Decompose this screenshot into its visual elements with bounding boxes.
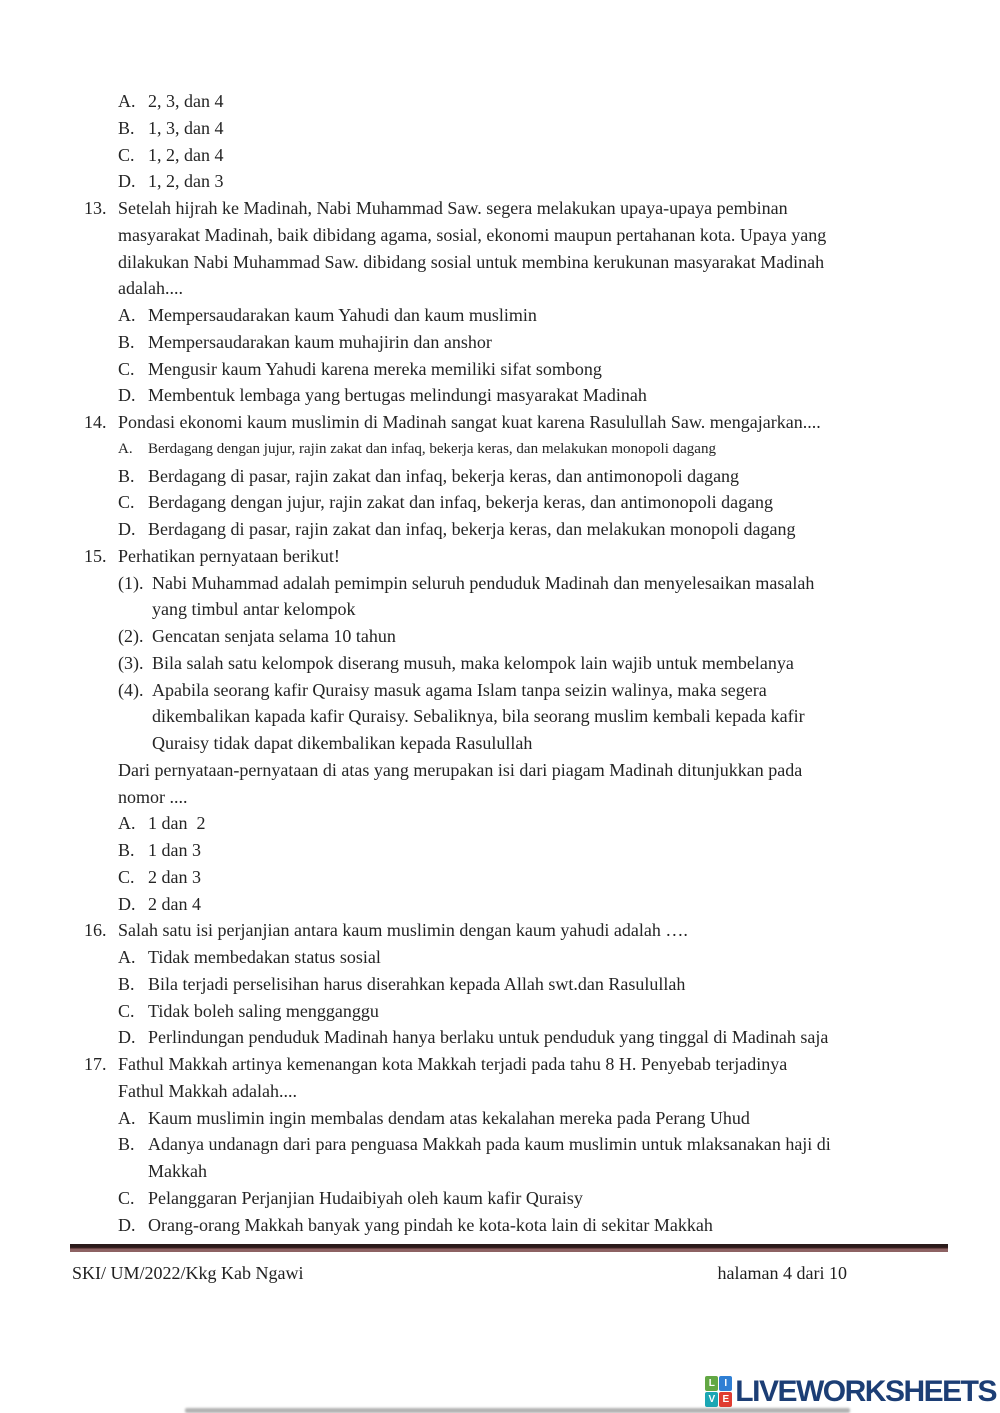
question-stem [84, 195, 980, 222]
answer-option [84, 1131, 980, 1158]
question-text-line [84, 249, 980, 276]
brand-icon-tile: E [719, 1392, 732, 1407]
option-text: Kaum muslimin ingin membalas dendam atas kekalahan mereka pada Perang Uhud [148, 1107, 750, 1128]
answer-option [84, 1212, 980, 1239]
question-text: adalah.... [118, 278, 183, 299]
answer-option [84, 168, 980, 195]
statement-number: (3). [118, 652, 144, 673]
question-stem [84, 917, 980, 944]
option-letter: A. [118, 947, 136, 967]
statement-text: Bila salah satu kelompok diserang musuh, maka kelompok lain wajib untuk membelanya [152, 652, 794, 673]
question-stem [84, 1051, 980, 1078]
answer-option [84, 329, 980, 356]
footer-page-number: halaman 4 dari 10 [717, 1263, 847, 1283]
option-text: Mempersaudarakan kaum muhajirin dan anshor [148, 331, 492, 352]
option-letter: A. [118, 91, 136, 111]
option-letter: B. [118, 465, 135, 486]
answer-option [84, 382, 980, 409]
option-letter: C. [118, 1000, 135, 1021]
option-text: 1 dan 3 [148, 840, 201, 860]
answer-option [84, 1024, 980, 1051]
option-text: Tidak boleh saling mengganggu [148, 1000, 379, 1021]
content [84, 88, 980, 1238]
option-text: 2 dan 4 [148, 893, 201, 914]
question [84, 1051, 980, 1238]
option-letter: B. [118, 117, 135, 138]
answer-option [84, 837, 980, 864]
footer-document-code: SKI/ UM/2022/Kkg Kab Ngawi [72, 1263, 304, 1283]
question [84, 917, 980, 1051]
question-text: Setelah hijrah ke Madinah, Nabi Muhammad Saw. segera melakukan upaya-upaya pembinan [118, 198, 788, 218]
option-text: Adanya undanagn dari para penguasa Makkah pada kaum muslimin untuk mlaksanakan haji di [148, 1134, 831, 1155]
answer-option [84, 998, 980, 1025]
statement-text: Nabi Muhammad adalah pemimpin seluruh penduduk Madinah dan menyelesaikan masalah [152, 572, 815, 593]
answer-option [84, 971, 980, 998]
option-letter: A. [118, 440, 133, 457]
answer-option [84, 516, 980, 543]
question-stem [84, 543, 980, 570]
answer-option [84, 1158, 980, 1185]
question-text-line [84, 222, 980, 249]
question-text-line [84, 757, 980, 784]
option-letter: D. [118, 385, 136, 406]
brand-icon-tile: I [719, 1376, 732, 1391]
question-text: Pondasi ekonomi kaum muslimin di Madinah sangat kuat karena Rasulullah Saw. mengajarkan.... [118, 412, 821, 432]
liveworksheets-logo[interactable] [705, 1376, 996, 1407]
question-text: nomor .... [118, 786, 188, 807]
option-text: 1 dan 2 [148, 813, 206, 834]
option-text: 2, 3, dan 4 [148, 91, 224, 111]
statement-number: (1). [118, 572, 144, 593]
question-text: Dari pernyataan-pernyataan di atas yang merupakan isi dari piagam Madinah ditunjukkan pada [118, 759, 803, 780]
statement-line [84, 623, 980, 650]
option-text: Bila terjadi perselisihan harus diserahkan kepada Allah swt.dan Rasulullah [148, 973, 686, 994]
footer-rule [70, 1244, 948, 1252]
answer-option [84, 891, 980, 918]
answer-option [84, 864, 980, 891]
question-number: 17. [84, 1054, 107, 1074]
question-text: masyarakat Madinah, baik dibidang agama, sosial, ekonomi maupun pertahanan kota. Upaya yang [118, 224, 827, 245]
brand-icon-tile: L [705, 1376, 718, 1391]
option-text: Tidak membedakan status sosial [148, 947, 381, 967]
answer-option [84, 88, 980, 115]
option-letter: C. [118, 866, 135, 887]
option-text: Mengusir kaum Yahudi karena mereka memiliki sifat sombong [148, 358, 602, 379]
statement-line [84, 703, 980, 730]
option-text: Berdagang dengan jujur, rajin zakat dan infaq, bekerja keras, dan melakukan monopoli dagang [148, 440, 716, 457]
answer-option [84, 1105, 980, 1132]
option-text: Berdagang di pasar, rajin zakat dan infaq, bekerja keras, dan antimonopoli dagang [148, 465, 740, 486]
answer-option [84, 142, 980, 169]
option-letter: B. [118, 840, 135, 860]
option-letter: B. [118, 973, 135, 994]
question [84, 88, 980, 195]
liveworksheets-wordmark: LIVEWORKSHEETS [735, 1374, 996, 1408]
liveworksheets-icon [705, 1376, 732, 1407]
brand-icon-tile: V [705, 1392, 718, 1407]
answer-option [84, 489, 980, 516]
answer-option [84, 810, 980, 837]
question-number: 16. [84, 920, 107, 941]
option-text: 1, 2, dan 4 [148, 144, 224, 165]
answer-option [84, 115, 980, 142]
page-footer [72, 1260, 847, 1286]
option-letter: A. [118, 1107, 136, 1128]
option-letter: D. [118, 171, 136, 192]
question-number: 14. [84, 412, 107, 432]
answer-option [84, 463, 980, 490]
answer-option [84, 302, 980, 329]
option-letter: A. [118, 813, 136, 834]
question [84, 543, 980, 918]
option-letter: A. [118, 305, 136, 325]
statement-text: Quraisy tidak dapat dikembalikan kepada Rasulullah [152, 733, 533, 753]
statement-text: Gencatan senjata selama 10 tahun [152, 626, 396, 646]
question-stem [84, 409, 980, 436]
scan-artifact [185, 1408, 850, 1413]
question [84, 195, 980, 409]
question-number: 13. [84, 198, 107, 218]
option-letter: B. [118, 1134, 135, 1155]
option-text: 2 dan 3 [148, 866, 201, 887]
answer-option [84, 436, 980, 463]
statement-text: Apabila seorang kafir Quraisy masuk agama Islam tanpa seizin walinya, maka segera [152, 679, 767, 700]
option-text: Berdagang dengan jujur, rajin zakat dan infaq, bekerja keras, dan antimonopoli dagang [148, 492, 774, 513]
option-letter: C. [118, 492, 135, 513]
option-letter: D. [118, 1027, 136, 1048]
option-text: Mempersaudarakan kaum Yahudi dan kaum muslimin [148, 305, 537, 325]
question-text: Perhatikan pernyataan berikut! [118, 545, 340, 566]
option-text: 1, 3, dan 4 [148, 117, 224, 138]
option-letter: D. [118, 893, 136, 914]
option-text: Membentuk lembaga yang bertugas melindungi masyarakat Madinah [148, 385, 647, 406]
question-text-line [84, 784, 980, 811]
question-text-line [84, 1078, 980, 1105]
question-number: 15. [84, 545, 107, 566]
statement-line [84, 677, 980, 704]
statement-number: (2). [118, 626, 144, 646]
option-letter: D. [118, 519, 136, 539]
statement-line [84, 596, 980, 623]
question-text: Salah satu isi perjanjian antara kaum muslimin dengan kaum yahudi adalah …. [118, 920, 688, 941]
statement-text: yang timbul antar kelompok [152, 599, 356, 620]
option-letter: C. [118, 1187, 135, 1208]
statement-line [84, 730, 980, 757]
option-text: Orang-orang Makkah banyak yang pindah ke kota-kota lain di sekitar Makkah [148, 1214, 713, 1235]
statement-line [84, 650, 980, 677]
answer-option [84, 1185, 980, 1212]
question-text-line [84, 275, 980, 302]
statement-number: (4). [118, 679, 144, 700]
question-text: Fathul Makkah adalah.... [118, 1080, 297, 1101]
option-text: 1, 2, dan 3 [148, 171, 224, 192]
option-letter: C. [118, 358, 135, 379]
option-letter: B. [118, 331, 135, 352]
option-text: Perlindungan penduduk Madinah hanya berlaku untuk penduduk yang tinggal di Madinah saja [148, 1027, 829, 1048]
option-text: Pelanggaran Perjanjian Hudaibiyah oleh kaum kafir Quraisy [148, 1187, 583, 1208]
option-text: Makkah [148, 1161, 207, 1181]
answer-option [84, 356, 980, 383]
statement-line [84, 570, 980, 597]
question-text: Fathul Makkah artinya kemenangan kota Makkah terjadi pada tahu 8 H. Penyebab terjadinya [118, 1054, 788, 1074]
answer-option [84, 944, 980, 971]
question-text: dilakukan Nabi Muhammad Saw. dibidang sosial untuk membina kerukunan masyarakat Madinah [118, 251, 825, 272]
option-letter: C. [118, 144, 135, 165]
statement-text: dikembalikan kapada kafir Quraisy. Sebaliknya, bila seorang muslim kembali kepada kafir [152, 706, 805, 727]
option-letter: D. [118, 1214, 136, 1235]
option-text: Berdagang di pasar, rajin zakat dan infaq, bekerja keras, dan melakukan monopoli dagang [148, 519, 796, 539]
question [84, 409, 980, 543]
